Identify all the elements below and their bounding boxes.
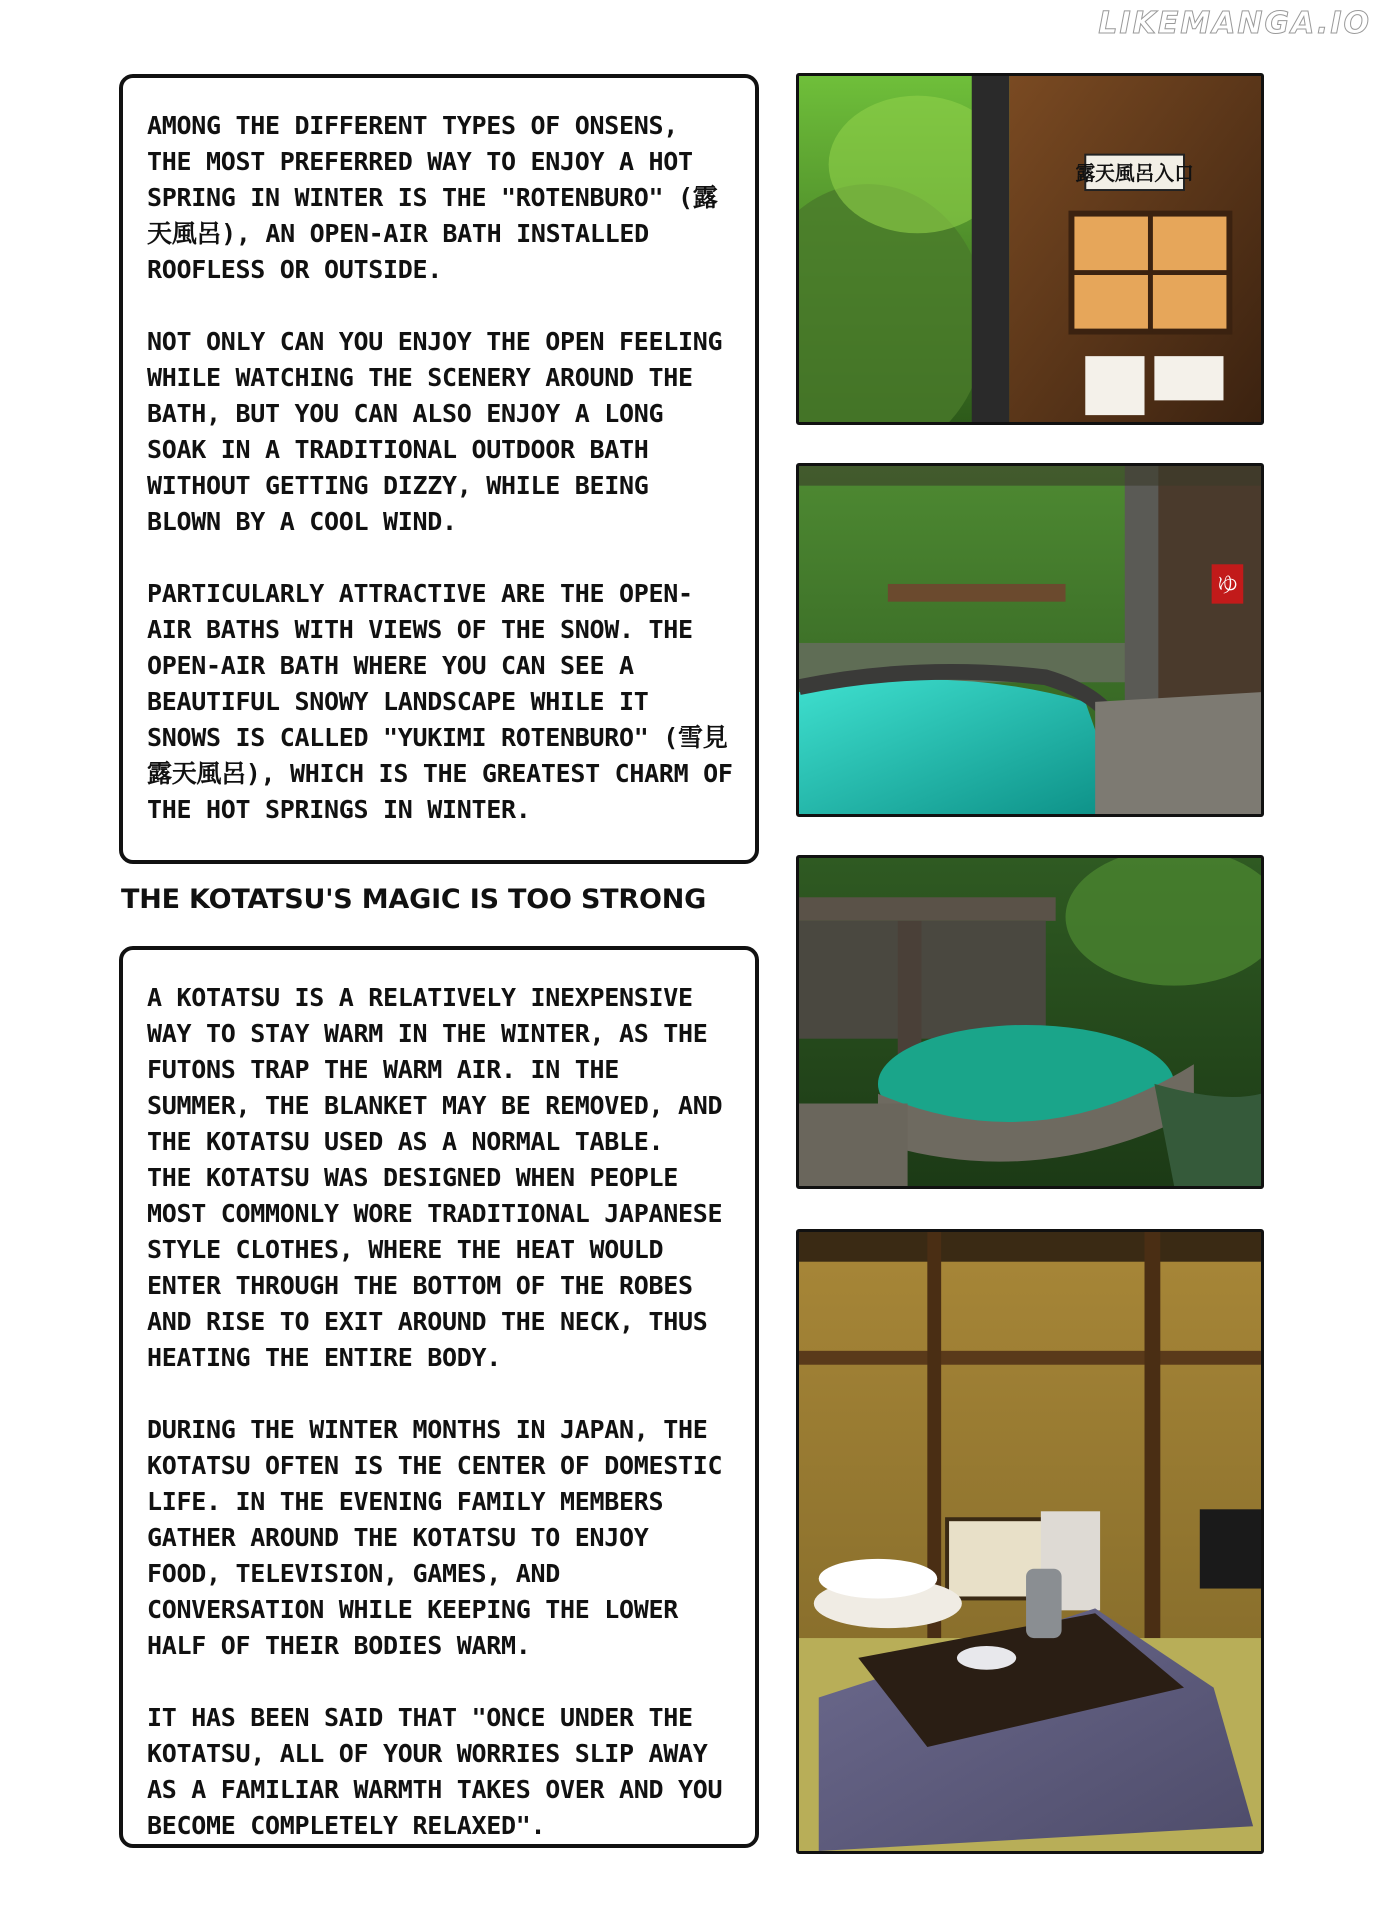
section-heading: THE KOTATSU'S MAGIC IS TOO STRONG bbox=[121, 884, 707, 915]
paragraph-kotatsu-intro: A KOTATSU IS A RELATIVELY INEXPENSIVE WAY TO STAY WARM IN THE WINTER, AS THE FUTONS TRAP THE WARM AIR. IN THE SUMMER, THE BLANKET MAY BE REMOVED, AND THE KOTATSU USED AS A NORMAL TABLE. THE KOTATSU WAS DESIGNED WHEN PEOPLE MOST COMMONLY WORE TRADITIONAL JAPANESE STYLE CLOTHES, WHERE THE HEAT WOULD ENTER THROUGH THE BOTTOM OF THE ROBES AND RISE TO EXIT AROUND THE NECK, THUS HEATING THE ENTIRE BODY. bbox=[147, 983, 723, 1372]
kotatsu-text-box bbox=[119, 946, 759, 1848]
photo-kotatsu-room bbox=[796, 1229, 1264, 1854]
watermark: LIKEMANGA.IO bbox=[1098, 6, 1371, 41]
paragraph-worries: IT HAS BEEN SAID THAT "ONCE UNDER THE KOTATSU, ALL OF YOUR WORRIES SLIP AWAY AS A FAMILIAR WARMTH TAKES OVER AND YOU BECOME COMPLETELY RELAXED". bbox=[147, 1703, 723, 1840]
photo-bath-entrance bbox=[796, 73, 1264, 425]
paragraph-domestic-life: DURING THE WINTER MONTHS IN JAPAN, THE KOTATSU OFTEN IS THE CENTER OF DOMESTIC LIFE. IN THE EVENING FAMILY MEMBERS GATHER AROUND THE KOTATSU TO ENJOY FOOD, TELEVISION, GAMES, AND CONVERSATION WHILE KEEPING THE LOWER HALF OF THEIR BODIES WARM. bbox=[147, 1415, 723, 1660]
sign-roten: 露天風呂入口 bbox=[1075, 162, 1194, 186]
photo-stone-pool bbox=[796, 855, 1264, 1189]
paragraph-open-feeling: NOT ONLY CAN YOU ENJOY THE OPEN FEELING WHILE WATCHING THE SCENERY AROUND THE BATH, BUT YOU CAN ALSO ENJOY A LONG SOAK IN A TRADITIONAL OUTDOOR BATH WITHOUT GETTING DIZZY, WHILE BEING BLOWN BY A COOL WIND. bbox=[147, 327, 723, 536]
sign-yu: ゆ bbox=[1216, 572, 1239, 598]
paragraph-rotenburo: AMONG THE DIFFERENT TYPES OF ONSENS, THE MOST PREFERRED WAY TO ENJOY A HOT SPRING IN WINTER IS THE "ROTENBURO" (露天風呂), AN OPEN-AIR BATH INSTALLED ROOFLESS OR OUTSIDE. bbox=[147, 111, 718, 284]
onsen-text-box bbox=[119, 74, 759, 864]
photo-turquoise-pool bbox=[796, 463, 1264, 817]
paragraph-yukimi: PARTICULARLY ATTRACTIVE ARE THE OPEN-AIR BATHS WITH VIEWS OF THE SNOW. THE OPEN-AIR BATH WHERE YOU CAN SEE A BEAUTIFUL SNOWY LANDSCAPE WHILE IT SNOWS IS CALLED "YUKIMI ROTENBURO" (雪見露天風呂), WHICH IS THE GREATEST CHARM OF THE HOT SPRINGS IN WINTER. bbox=[147, 579, 733, 824]
